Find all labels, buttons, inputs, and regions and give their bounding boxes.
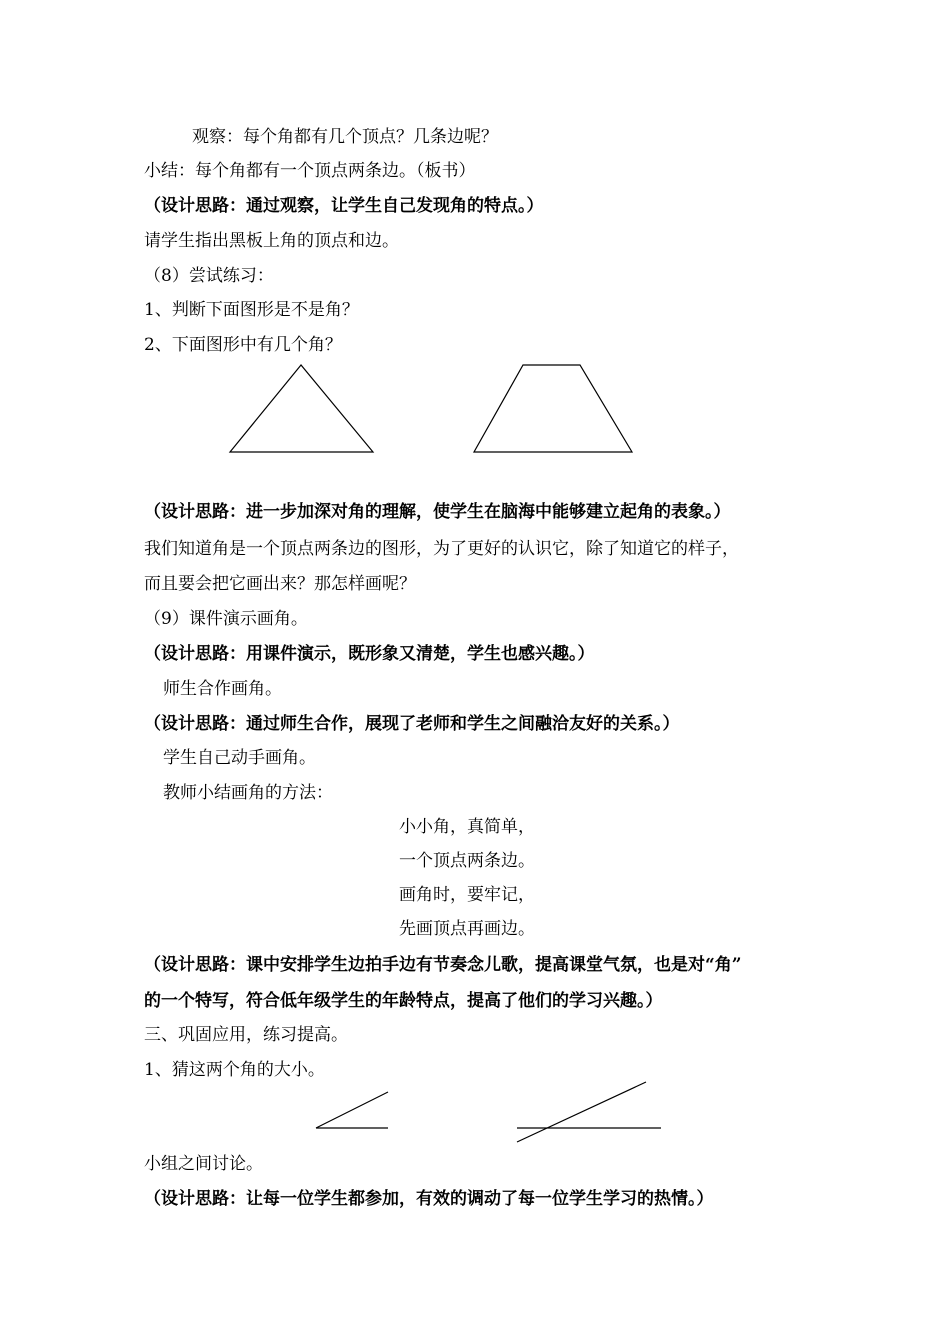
point-text: 请学生指出黑板上角的顶点和边。 (144, 231, 399, 251)
trapezoid-figure (474, 365, 632, 452)
triangle-figure (230, 365, 373, 452)
rhyme-line-4: 先画顶点再画边。 (399, 919, 535, 939)
observe-text: 观察：每个角都有几个顶点？几条边呢？ (192, 127, 498, 147)
question-1: 1、判断下面图形是不是角？ (144, 300, 359, 320)
large-angle-figure (517, 1082, 661, 1142)
method-text: 教师小结画角的方法： (163, 783, 333, 803)
coop-text: 师生合作画角。 (163, 679, 282, 699)
self-draw-text: 学生自己动手画角。 (163, 748, 316, 768)
small-angle-figure (316, 1092, 388, 1128)
rhyme-line-3: 画角时，要牢记， (399, 885, 535, 905)
try-practice-heading: （8）尝试练习： (144, 266, 274, 286)
demo-heading: （9）课件演示画角。 (144, 609, 308, 629)
know-text-1: 我们知道角是一个顶点两条边的图形，为了更好的认识它，除了知道它的样子， (144, 539, 739, 559)
design-note-4: （设计思路：通过师生合作，展现了老师和学生之间融洽友好的关系。） (144, 714, 680, 734)
design-note-5b: 的一个特写，符合低年级学生的年龄特点，提高了他们的学习兴趣。） (144, 991, 663, 1011)
design-note-5a: （设计思路：课中安排学生边拍手边有节奏念儿歌，提高课堂气氛，也是对“角” (144, 955, 742, 975)
know-text-2: 而且要会把它画出来？那怎样画呢？ (144, 574, 416, 594)
design-note-1: （设计思路：通过观察，让学生自己发现角的特点。） (144, 196, 544, 216)
rhyme-line-2: 一个顶点两条边。 (399, 851, 535, 871)
summary-text: 小结：每个角都有一个顶点两条边。（板书） (144, 161, 476, 181)
design-note-2: （设计思路：进一步加深对角的理解，使学生在脑海中能够建立起角的表象。） (144, 502, 731, 522)
group-discussion-text: 小组之间讨论。 (144, 1154, 263, 1174)
design-note-3: （设计思路：用课件演示，既形象又清楚，学生也感兴趣。） (144, 644, 595, 664)
design-note-6: （设计思路：让每一位学生都参加，有效的调动了每一位学生学习的热情。） (144, 1189, 714, 1209)
guess-text: 1、猜这两个角的大小。 (144, 1060, 325, 1080)
section-3-heading: 三、巩固应用，练习提高。 (144, 1025, 348, 1045)
question-2: 2、下面图形中有几个角？ (144, 335, 342, 355)
rhyme-line-1: 小小角，真简单， (399, 817, 535, 837)
